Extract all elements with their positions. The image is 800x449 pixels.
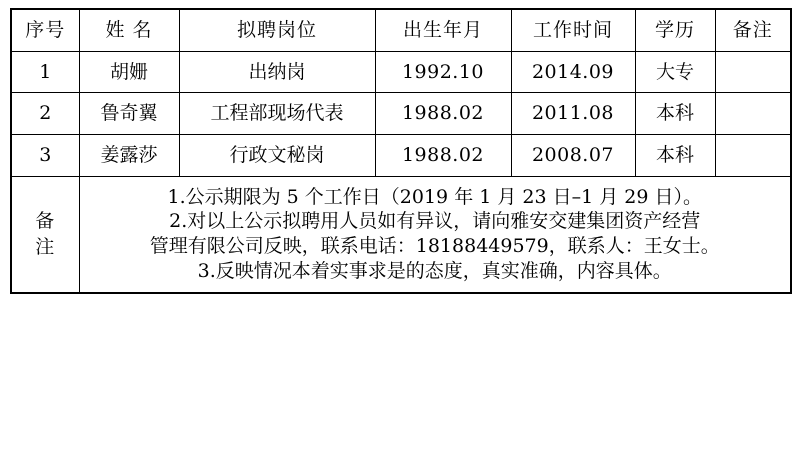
footer-label-line1: 备 <box>35 209 56 232</box>
cell-education: 本科 <box>635 93 715 135</box>
cell-name: 胡姗 <box>79 51 179 93</box>
table-header-row <box>11 9 791 51</box>
cell-post: 行政文秘岗 <box>179 135 375 177</box>
table-footer-row <box>11 176 791 292</box>
footer-label-line2: 注 <box>35 236 56 259</box>
table-row <box>11 93 791 135</box>
table-row <box>11 51 791 93</box>
public-notice-table <box>10 8 792 294</box>
header-cell-education: 学历 <box>635 9 715 51</box>
footer-notes <box>79 176 791 292</box>
header-cell-seq: 序号 <box>11 9 79 51</box>
cell-work: 2011.08 <box>511 93 635 135</box>
cell-post: 工程部现场代表 <box>179 93 375 135</box>
cell-remark <box>715 51 791 93</box>
cell-birth: 1992.10 <box>375 51 511 93</box>
header-cell-birth: 出生年月 <box>375 9 511 51</box>
footer-note-line: 3.反映情况本着实事求是的态度，真实准确，内容具体。 <box>197 259 672 282</box>
table-row <box>11 135 791 177</box>
cell-work: 2014.09 <box>511 51 635 93</box>
cell-seq: 1 <box>11 51 79 93</box>
cell-birth: 1988.02 <box>375 135 511 177</box>
cell-remark <box>715 135 791 177</box>
cell-education: 大专 <box>635 51 715 93</box>
cell-remark <box>715 93 791 135</box>
cell-post: 出纳岗 <box>179 51 375 93</box>
cell-name: 姜露莎 <box>79 135 179 177</box>
header-cell-remark: 备注 <box>715 9 791 51</box>
cell-name: 鲁奇翼 <box>79 93 179 135</box>
cell-work: 2008.07 <box>511 135 635 177</box>
header-cell-work: 工作时间 <box>511 9 635 51</box>
footer-note-line: 2.对以上公示拟聘用人员如有异议，请向雅安交建集团资产经营 <box>169 210 701 233</box>
footer-note-line: 1.公示期限为 5 个工作日（2019 年 1 月 23 日–1 月 29 日）。 <box>167 185 702 208</box>
footer-label <box>11 176 79 292</box>
cell-birth: 1988.02 <box>375 93 511 135</box>
cell-education: 本科 <box>635 135 715 177</box>
cell-seq: 2 <box>11 93 79 135</box>
footer-note-line: 管理有限公司反映，联系电话：18188449579，联系人：王女士。 <box>149 235 720 258</box>
cell-seq: 3 <box>11 135 79 177</box>
header-cell-post: 拟聘岗位 <box>179 9 375 51</box>
header-cell-name: 姓 名 <box>79 9 179 51</box>
